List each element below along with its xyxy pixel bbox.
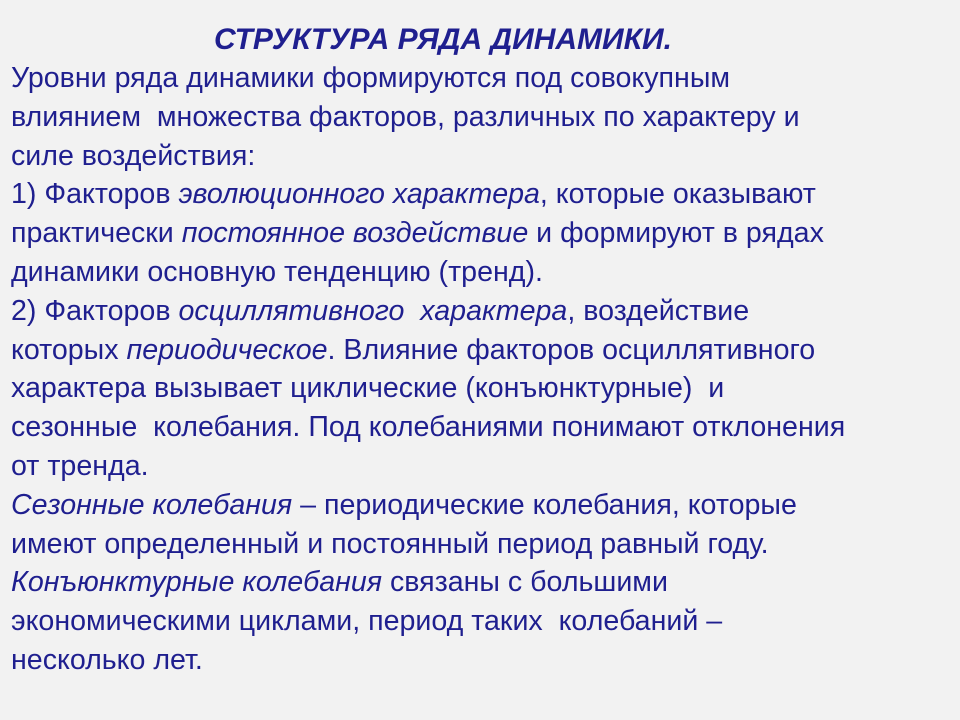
text-segment: 2) Факторов [11, 294, 179, 327]
text-segment: – периодические колебания, которые [292, 488, 797, 521]
text-segment: , воздействие [567, 294, 750, 327]
text-line [11, 331, 956, 370]
text-segment: влиянием множества факторов, различных по характеру и [11, 100, 800, 133]
text-line [11, 292, 956, 331]
text-segment: динамики основную тенденцию (тренд). [11, 255, 543, 288]
text-line [11, 486, 956, 525]
text-line [11, 602, 956, 641]
text-line [11, 253, 956, 292]
text-segment: сезонные колебания. Под колебаниями понимают отклонения [11, 411, 846, 444]
text-line [11, 641, 956, 680]
text-segment: Уровни ряда динамики формируются под совокупным [11, 62, 731, 94]
text-line [11, 369, 956, 408]
italic-term: Конъюнктурные колебания [11, 566, 383, 599]
text-segment: имеют определенный и постоянный период равный году. [11, 527, 769, 560]
text-line [11, 563, 956, 602]
text-segment: несколько лет. [11, 643, 203, 676]
text-segment: силе воздействия: [11, 139, 256, 172]
text-line [11, 214, 956, 253]
text-segment: от тренда. [11, 449, 149, 482]
italic-term: постоянное воздействие [181, 217, 529, 250]
text-line [11, 408, 956, 447]
text-line [11, 59, 956, 98]
text-line [11, 525, 956, 564]
slide-body-text [11, 59, 956, 680]
text-segment: связаны с большими [382, 566, 668, 599]
text-line [11, 98, 956, 137]
italic-term: осциллятивного характера [178, 294, 568, 327]
text-segment: и формируют в рядах [528, 217, 824, 250]
slide-title: СТРУКТУРА РЯДА ДИНАМИКИ. [214, 23, 672, 56]
italic-term: периодическое [126, 333, 328, 366]
text-segment: , которые оказывают [539, 178, 816, 211]
text-line [11, 175, 956, 214]
text-segment: 1) Факторов [11, 178, 179, 211]
text-line [11, 447, 956, 486]
italic-term: Сезонные колебания [11, 488, 293, 521]
text-segment: практически [11, 217, 182, 250]
italic-term: эволюционного характера [178, 178, 540, 211]
text-segment: которых [11, 333, 127, 366]
text-segment: . Влияние факторов осциллятивного [327, 333, 816, 366]
text-segment: экономическими циклами, период таких колебаний – [11, 605, 723, 638]
text-line [11, 137, 956, 176]
text-segment: характера вызывает циклические (конъюнктурные) и [11, 372, 725, 405]
